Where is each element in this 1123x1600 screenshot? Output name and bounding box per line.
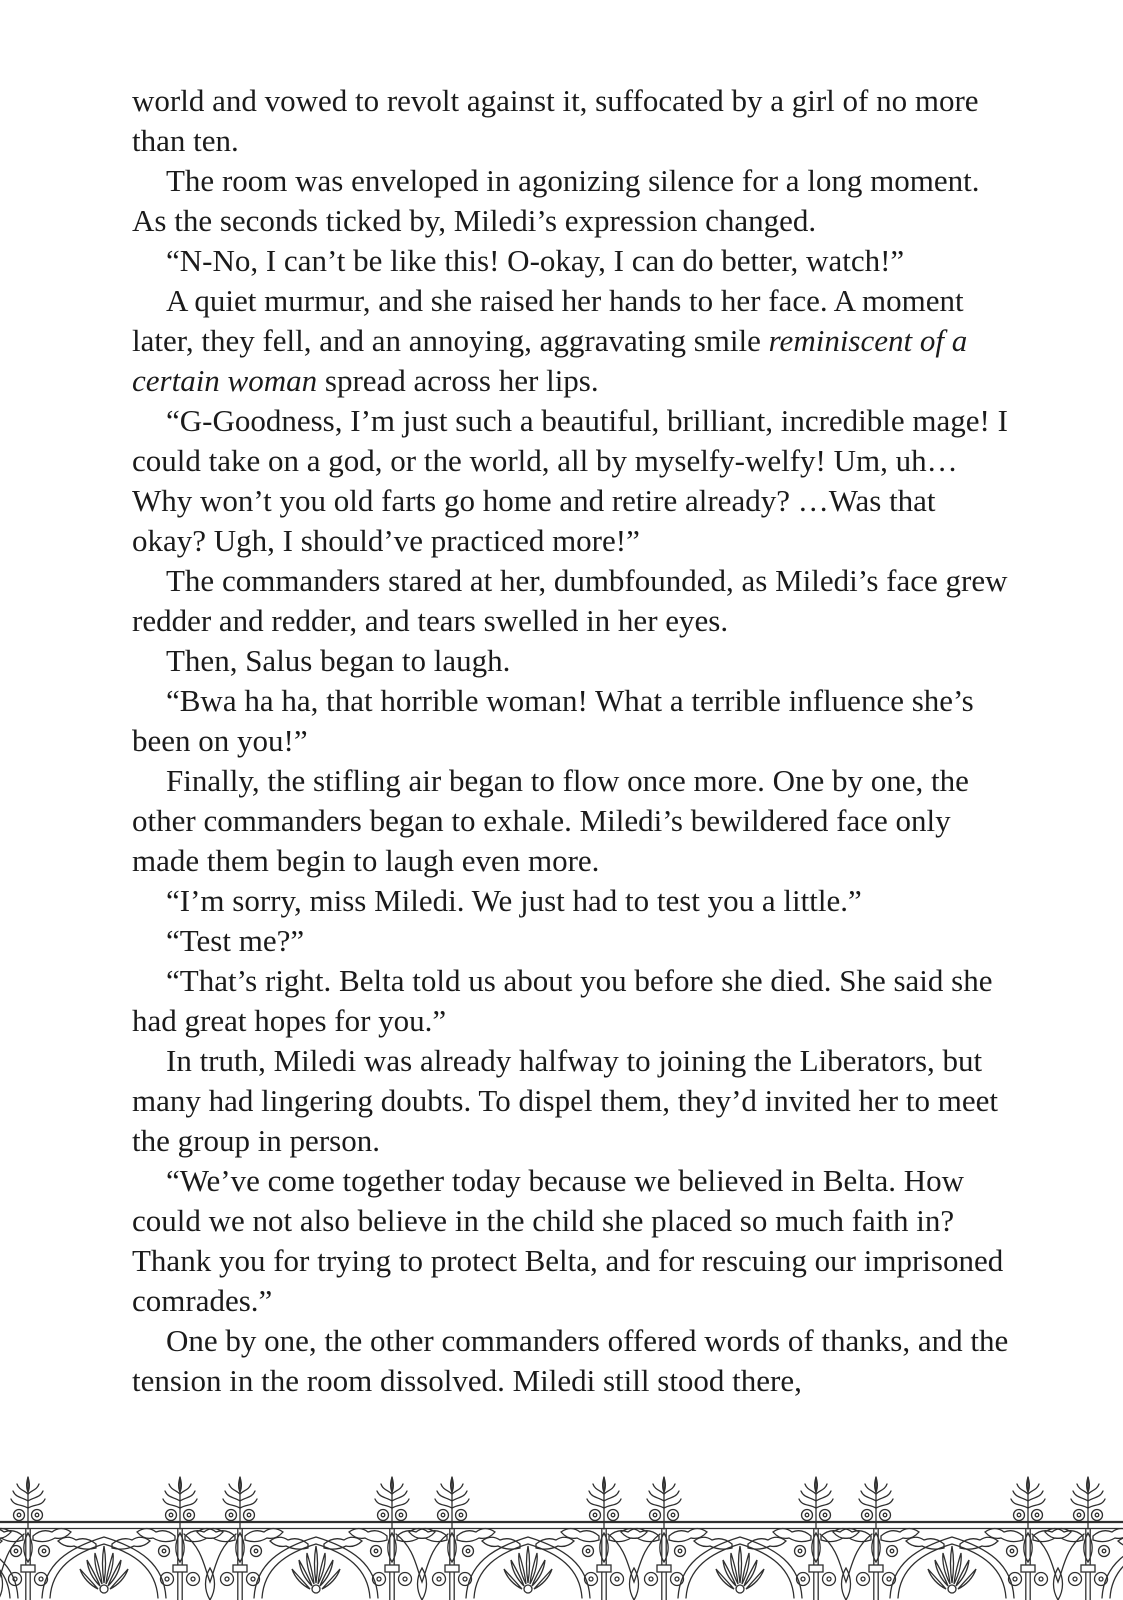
paragraph-text: “That’s right. Belta told us about you before she died. She said she had great hopes for you.” — [132, 963, 993, 1038]
paragraph — [132, 241, 1016, 281]
paragraph — [132, 881, 1016, 921]
paragraph-text: “G-Goodness, I’m just such a beautiful, brilliant, incredible mage! I could take on a god, or the world, all by myselfy-welfy! Um, uh… Why won’t you old farts go home and retire already? …Was that okay? Ugh, I should’ve practiced more!” — [132, 403, 1008, 558]
paragraph — [132, 641, 1016, 681]
paragraph — [132, 561, 1016, 641]
paragraph — [132, 761, 1016, 881]
paragraph-text: In truth, Miledi was already halfway to joining the Liberators, but many had lingering doubts. To dispel them, they’d invited her to meet the group in person. — [132, 1043, 998, 1158]
paragraph-text: One by one, the other commanders offered words of thanks, and the tension in the room dissolved. Miledi still stood there, — [132, 1323, 1009, 1398]
paragraph-text: Finally, the stifling air began to flow once more. One by one, the other commanders began to exhale. Miledi’s bewildered face only made them begin to laugh even more. — [132, 763, 969, 878]
paragraph — [132, 161, 1016, 241]
paragraph-text: The commanders stared at her, dumbfounded, as Miledi’s face grew redder and redder, and tears swelled in her eyes. — [132, 563, 1008, 638]
paragraph — [132, 1161, 1016, 1321]
paragraph — [132, 961, 1016, 1041]
paragraph-text: “I’m sorry, miss Miledi. We just had to test you a little.” — [166, 883, 862, 918]
paragraph-text: A quiet murmur, and she raised her hands to her face. A moment later, they fell, and an annoying, aggravating smile — [132, 283, 964, 358]
paragraph-text-italic: reminiscent of a certain woman — [132, 323, 968, 398]
paragraph — [132, 401, 1016, 561]
paragraph-text: Then, Salus began to laugh. — [166, 643, 511, 678]
page-text — [132, 81, 1016, 1401]
paragraph-text: “We’ve come together today because we believed in Belta. How could we not also believe in the child she placed so much faith in? Thank you for trying to protect Belta, and for rescuing our imprisoned comrades.” — [132, 1163, 1004, 1318]
paragraph — [132, 281, 1016, 401]
paragraph — [132, 81, 1016, 161]
ironwork-border-ornament-icon — [0, 1452, 1123, 1600]
paragraph-text: world and vowed to revolt against it, suffocated by a girl of no more than ten. — [132, 83, 979, 158]
paragraph — [132, 1321, 1016, 1401]
paragraph — [132, 1041, 1016, 1161]
paragraph — [132, 921, 1016, 961]
paragraph-text: “Test me?” — [166, 923, 305, 958]
paragraph-text: “Bwa ha ha, that horrible woman! What a terrible influence she’s been on you!” — [132, 683, 974, 758]
paragraph — [132, 681, 1016, 761]
paragraph-text: The room was enveloped in agonizing silence for a long moment. As the seconds ticked by, Miledi’s expression changed. — [132, 163, 980, 238]
paragraph-text: spread across her lips. — [317, 363, 599, 398]
paragraph-text: “N-No, I can’t be like this! O-okay, I can do better, watch!” — [166, 243, 905, 278]
